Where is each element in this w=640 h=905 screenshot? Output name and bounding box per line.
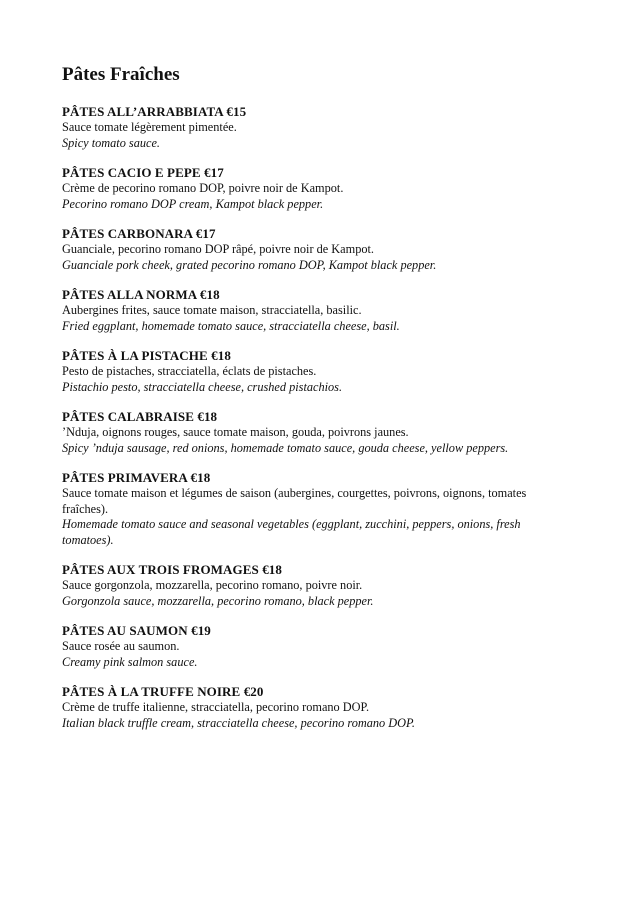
menu-item-description-fr: Aubergines frites, sauce tomate maison, stracciatella, basilic.: [62, 303, 362, 317]
menu-item: [62, 562, 562, 609]
menu-item-price: €18: [197, 409, 218, 424]
section-title: Pâtes Fraîches: [62, 64, 180, 85]
menu-item-name: PÂTES CACIO E PEPE: [62, 165, 201, 180]
menu-item-heading: [62, 104, 562, 120]
menu-item-name: PÂTES AUX TROIS FROMAGES: [62, 562, 259, 577]
menu-item-price: €19: [191, 623, 211, 638]
menu-item: [62, 348, 562, 395]
menu-item-heading: [62, 684, 562, 700]
menu-item-name: PÂTES À LA PISTACHE: [62, 348, 208, 363]
menu-item-heading: [62, 409, 562, 425]
menu-item: [62, 287, 562, 334]
menu-item-heading: [62, 165, 562, 181]
menu-item-price: €18: [190, 470, 211, 485]
menu-item-description-en: Gorgonzola sauce, mozzarella, pecorino romano, black pepper.: [62, 593, 374, 608]
menu-item-description-en: Italian black truffle cream, stracciatella cheese, pecorino romano DOP.: [62, 715, 416, 730]
menu-item-name: PÂTES PRIMAVERA: [62, 470, 188, 485]
menu-item-name: PÂTES CALABRAISE: [62, 409, 194, 424]
menu-item: [62, 684, 562, 731]
menu-item-price: €17: [195, 226, 216, 241]
menu-item-description-fr: Pesto de pistaches, stracciatella, éclats de pistaches.: [62, 364, 317, 378]
menu-item-price: €17: [204, 165, 224, 180]
menu-item-description-en: Homemade tomato sauce and seasonal vegetables (eggplant, zucchini, peppers, onions, fresh tomatoes).: [62, 517, 521, 547]
menu-item-heading: [62, 623, 562, 639]
menu-item-name: PÂTES ALLA NORMA: [62, 287, 197, 302]
menu-item-price: €20: [243, 684, 264, 699]
menu-item-price: €18: [211, 348, 231, 363]
menu-item-description-fr: ’Nduja, oignons rouges, sauce tomate maison, gouda, poivrons jaunes.: [62, 425, 409, 439]
menu-item-description-en: Fried eggplant, homemade tomato sauce, stracciatella cheese, basil.: [62, 318, 400, 333]
menu-item-description-en: Guanciale pork cheek, grated pecorino romano DOP, Kampot black pepper.: [62, 257, 437, 272]
menu-item-heading: [62, 226, 562, 242]
menu-item-description-en: Spicy tomato sauce.: [62, 135, 161, 150]
menu-item: [62, 165, 562, 212]
menu-item-description-fr: Sauce tomate légèrement pimentée.: [62, 120, 237, 134]
menu-page: [62, 64, 562, 745]
menu-item-price: €18: [199, 287, 220, 302]
menu-item-description-fr: Guanciale, pecorino romano DOP râpé, poivre noir de Kampot.: [62, 242, 374, 256]
menu-item-price: €15: [226, 104, 247, 119]
menu-item: [62, 409, 562, 456]
menu-item-heading: [62, 470, 562, 486]
menu-item-name: PÂTES CARBONARA: [62, 226, 193, 241]
menu-item: [62, 226, 562, 273]
menu-item-description-fr: Sauce gorgonzola, mozzarella, pecorino romano, poivre noir.: [62, 578, 363, 592]
menu-item-heading: [62, 287, 562, 303]
menu-item-description-fr: Crème de pecorino romano DOP, poivre noir de Kampot.: [62, 181, 344, 195]
menu-item: [62, 470, 562, 548]
menu-item-description-en: Pecorino romano DOP cream, Kampot black pepper.: [62, 196, 324, 211]
menu-item: [62, 104, 562, 151]
menu-item-description-en: Spicy ’nduja sausage, red onions, homemade tomato sauce, gouda cheese, yellow peppers.: [62, 440, 509, 455]
menu-item-description-fr: Crème de truffe italienne, stracciatella, pecorino romano DOP.: [62, 700, 370, 714]
menu-item: [62, 623, 562, 670]
menu-item-name: PÂTES À LA TRUFFE NOIRE: [62, 684, 241, 699]
menu-item-name: PÂTES AU SAUMON: [62, 623, 188, 638]
menu-item-name: PÂTES ALL’ARRABBIATA: [62, 104, 224, 119]
menu-item-heading: [62, 562, 562, 578]
menu-item-description-en: Pistachio pesto, stracciatella cheese, crushed pistachios.: [62, 379, 343, 394]
menu-item-description-fr: Sauce rosée au saumon.: [62, 639, 180, 653]
menu-item-description-fr: Sauce tomate maison et légumes de saison (aubergines, courgettes, poivrons, oignons, tomates fraîches).: [62, 486, 527, 516]
menu-item-price: €18: [262, 562, 283, 577]
menu-item-description-en: Creamy pink salmon sauce.: [62, 654, 198, 669]
menu-item-heading: [62, 348, 562, 364]
